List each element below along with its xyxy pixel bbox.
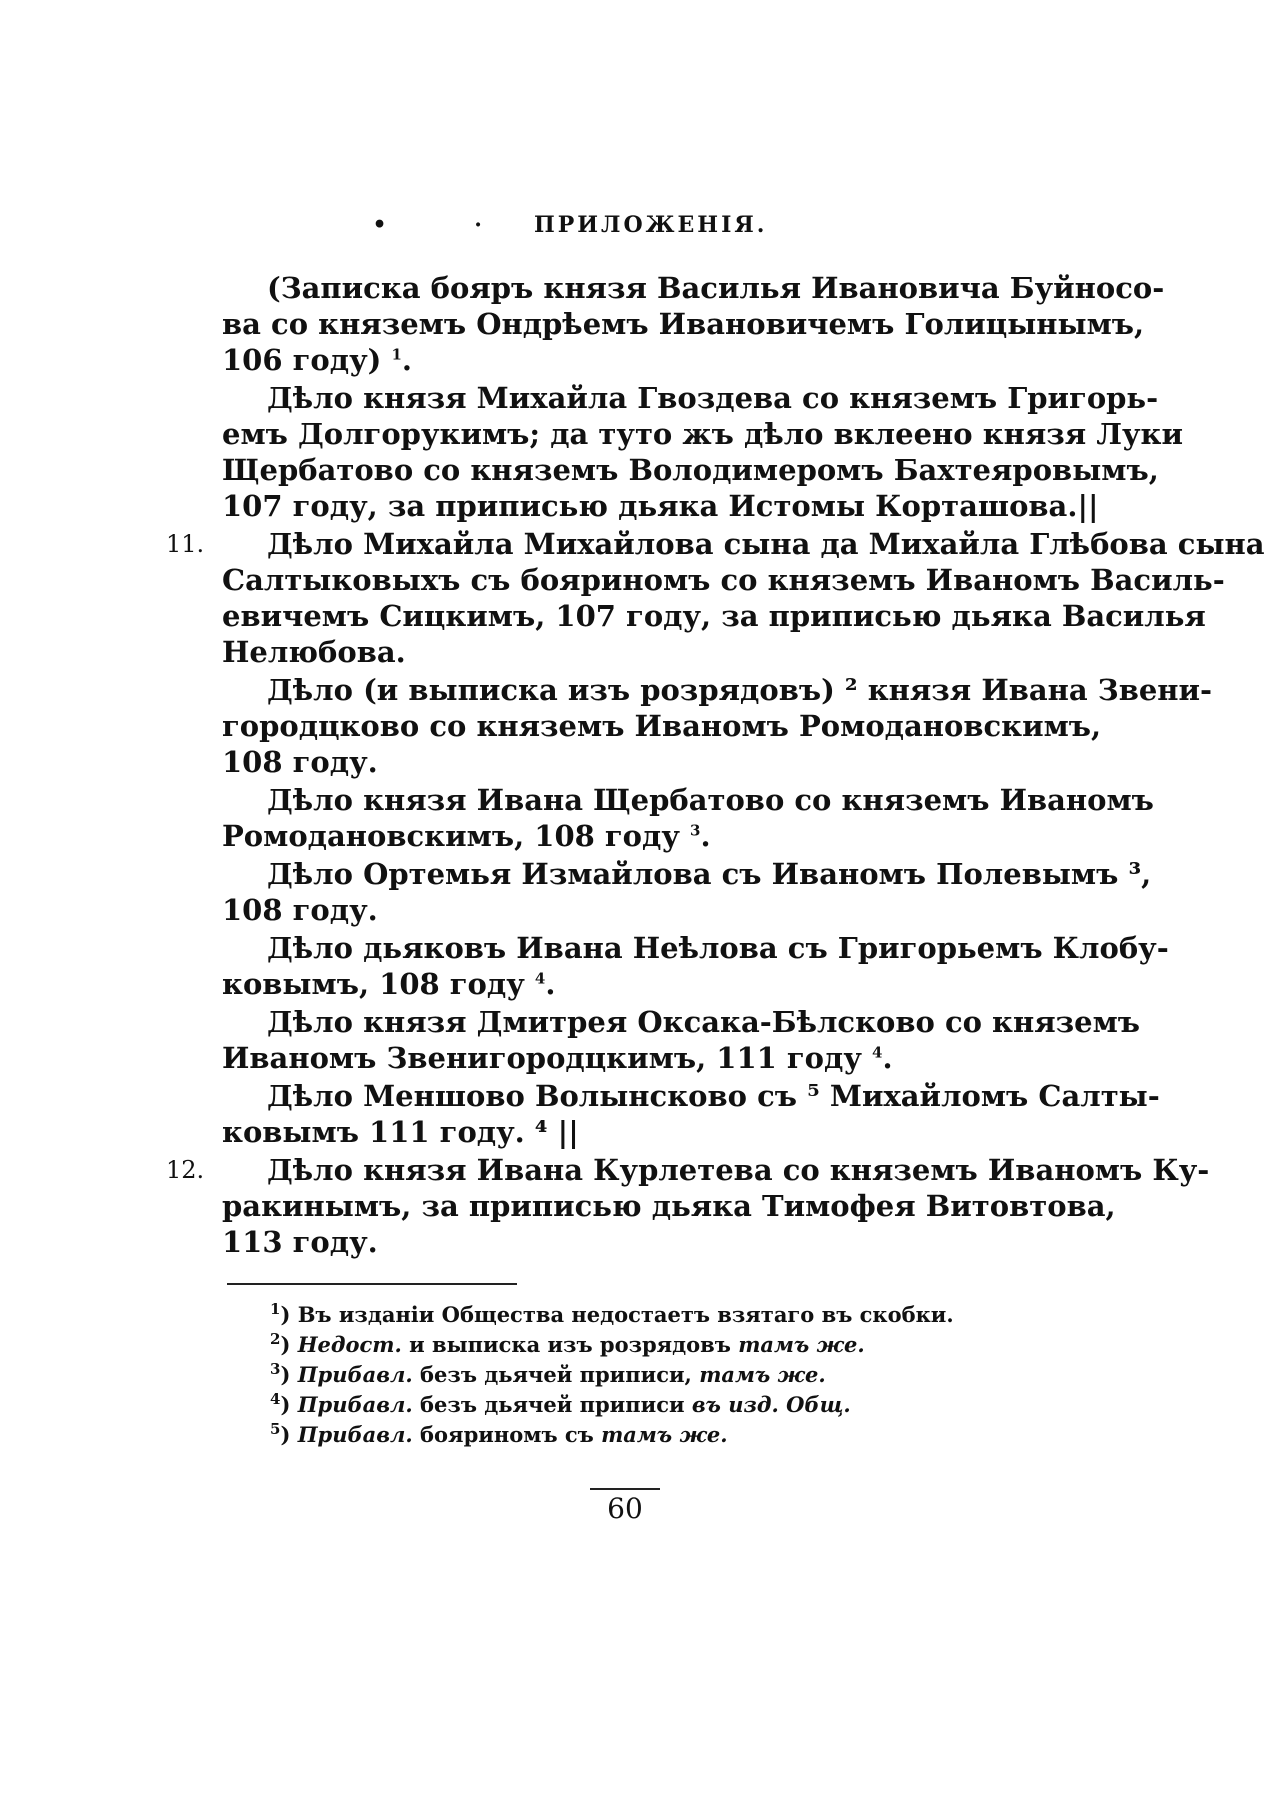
line-text: евичемъ Сицкимъ, 107 году, за приписью дьяка Василья bbox=[222, 599, 1206, 633]
line-text: Дѣло Меншово Волынсково съ ⁵ Михайломъ Салты- bbox=[267, 1079, 1160, 1113]
footnote: $^5$) Прибавл. бояриномъ съ тамъ же. bbox=[270, 1420, 728, 1447]
footnote-ref: 4 bbox=[534, 969, 546, 988]
paragraph bbox=[222, 1078, 1160, 1150]
text-line bbox=[222, 856, 1152, 892]
text-line bbox=[222, 708, 1102, 744]
margin-folio-number: 12. bbox=[166, 1156, 205, 1184]
header-dots: • · bbox=[372, 212, 522, 238]
line-text: 108 году. bbox=[222, 745, 378, 779]
line-text: городцково со княземъ Иваномъ Ромодановскимъ, bbox=[222, 709, 1102, 743]
text-line bbox=[222, 930, 1169, 966]
footnote-number: 2 bbox=[270, 1330, 281, 1348]
line-text: Дѣло Ортемья Измайлова съ Иваномъ Полевымъ ³, bbox=[267, 857, 1152, 891]
footnote-number: 1 bbox=[270, 1300, 281, 1318]
line-text: Дѣло князя Ивана Курлетева со княземъ Иваномъ Ку- bbox=[267, 1153, 1210, 1187]
footnote-text: въ изд. Общ. bbox=[691, 1392, 851, 1417]
line-text: (Записка бояръ князя Василья Ивановича Буйносо- bbox=[267, 271, 1165, 305]
footnote-text: тамъ же. bbox=[699, 1362, 826, 1387]
footnote: $^4$) Прибавл. безъ дьячей приписи въ изд. Общ. bbox=[270, 1390, 851, 1417]
text-line bbox=[222, 270, 1165, 306]
text-line bbox=[222, 1152, 1210, 1188]
text-line bbox=[222, 672, 1213, 708]
line-text: Дѣло Михайла Михайлова сына да Михайла Глѣбова сына bbox=[267, 527, 1265, 561]
text-line bbox=[222, 1224, 1022, 1260]
text-line bbox=[222, 634, 1022, 670]
paragraph bbox=[222, 930, 1169, 1002]
text-line bbox=[222, 598, 1206, 634]
footnote-text: Въ изданіи Общества недостаетъ взятаго въ скобки. bbox=[297, 1302, 954, 1327]
line-text: ковымъ, 108 году bbox=[222, 967, 525, 1001]
line-text: Щербатово со княземъ Володимеромъ Бахтеяровымъ, bbox=[222, 453, 1159, 487]
footnote: $^2$) Недост. и выписка изъ розрядовъ тамъ же. bbox=[270, 1330, 865, 1357]
paragraph bbox=[222, 270, 1165, 378]
paragraph bbox=[222, 672, 1213, 780]
text-line bbox=[222, 744, 1022, 780]
footnote-text: Прибавл. bbox=[297, 1392, 413, 1417]
paragraph bbox=[166, 526, 1265, 670]
line-text: Дѣло (и выписка изъ розрядовъ) ² князя Ивана Звени- bbox=[267, 673, 1213, 707]
footnote-ref: 4 bbox=[872, 1043, 883, 1062]
paragraph bbox=[166, 1152, 1210, 1260]
line-text: Салтыковыхъ съ бояриномъ со княземъ Иваномъ Василь- bbox=[222, 563, 1225, 597]
line-text: 107 году, за приписью дьяка Истомы Корташова.|| bbox=[222, 489, 1099, 523]
paragraph bbox=[222, 380, 1183, 524]
line-tail: . bbox=[882, 1041, 893, 1075]
line-text: 113 году. bbox=[222, 1225, 378, 1259]
line-text: Дѣло князя Михайла Гвоздева со княземъ Григорь- bbox=[267, 381, 1159, 415]
paragraph bbox=[222, 782, 1154, 854]
text-line bbox=[222, 782, 1154, 818]
line-text: Дѣло дьяковъ Ивана Неѣлова съ Григорьемъ Клобу- bbox=[267, 931, 1169, 965]
line-text: Иваномъ Звенигородцкимъ, 111 году bbox=[222, 1041, 862, 1075]
footnote-text: безъ дьячей приписи bbox=[412, 1392, 692, 1417]
footnote-ref: 1 bbox=[391, 345, 402, 364]
text-line bbox=[222, 452, 1159, 488]
header-title: ПРИЛОЖЕНІЯ. bbox=[533, 212, 768, 238]
text-line bbox=[222, 1078, 1160, 1114]
footnote-text: бояриномъ съ bbox=[412, 1422, 602, 1447]
footnotes bbox=[270, 1300, 970, 1450]
footnote-ref: 3 bbox=[690, 821, 701, 840]
text-line bbox=[222, 966, 1022, 1002]
footnote-text: Прибавл. bbox=[297, 1422, 413, 1447]
text-line bbox=[222, 526, 1265, 562]
margin-folio-number: 11. bbox=[166, 530, 205, 558]
line-text: Дѣло князя Дмитрея Оксака-Бѣлсково со княземъ bbox=[267, 1005, 1141, 1039]
footnote-text: Недост. bbox=[297, 1332, 402, 1357]
line-tail: . bbox=[401, 343, 413, 377]
page-number-rule bbox=[590, 1488, 660, 1490]
text-line bbox=[222, 342, 1022, 378]
text-line bbox=[222, 1188, 1116, 1224]
footnote-text: Прибавл. bbox=[297, 1362, 413, 1387]
line-text: ковымъ 111 году. ⁴ || bbox=[222, 1115, 579, 1149]
footnote-text: безъ дьячей приписи, bbox=[412, 1362, 700, 1387]
text-line bbox=[222, 892, 1022, 928]
text-line bbox=[222, 488, 1099, 524]
footnote-text: тамъ же. bbox=[601, 1422, 728, 1447]
text-line bbox=[222, 306, 1145, 342]
paragraph bbox=[222, 856, 1152, 928]
text-line bbox=[222, 818, 1022, 854]
text-line bbox=[222, 380, 1159, 416]
line-text: 106 году) bbox=[222, 343, 382, 377]
line-tail: . bbox=[545, 967, 556, 1001]
footnote-number: 5 bbox=[270, 1420, 281, 1438]
text-line bbox=[222, 1040, 1022, 1076]
line-text: ва со княземъ Ондрѣемъ Ивановичемъ Голицынымъ, bbox=[222, 307, 1145, 341]
line-tail: . bbox=[700, 819, 711, 853]
page-number: 60 bbox=[607, 1492, 643, 1525]
paragraph bbox=[222, 1004, 1141, 1076]
footnote-text: и выписка изъ розрядовъ bbox=[401, 1332, 739, 1357]
text-line bbox=[222, 1004, 1141, 1040]
footnote: $^1$) Въ изданіи Общества недостаетъ взятаго въ скобки. bbox=[270, 1300, 954, 1327]
running-header bbox=[0, 212, 1140, 238]
footnote-rule bbox=[227, 1283, 517, 1285]
text-line bbox=[222, 562, 1225, 598]
footnote: $^3$) Прибавл. безъ дьячей приписи, тамъ же. bbox=[270, 1360, 826, 1387]
line-text: Дѣло князя Ивана Щербатово со княземъ Иваномъ bbox=[267, 783, 1154, 817]
footnote-number: 4 bbox=[270, 1390, 281, 1408]
line-text: Ромодановскимъ, 108 году bbox=[222, 819, 680, 853]
line-text: Нелюбова. bbox=[222, 635, 406, 669]
main-text bbox=[166, 270, 1265, 1262]
line-text: емъ Долгорукимъ; да туто жъ дѣло вклеено князя Луки bbox=[222, 417, 1183, 451]
text-line bbox=[222, 1114, 1022, 1150]
footnote-number: 3 bbox=[270, 1360, 281, 1378]
line-text: 108 году. bbox=[222, 893, 378, 927]
text-line bbox=[222, 416, 1183, 452]
line-text: ракинымъ, за приписью дьяка Тимофея Витовтова, bbox=[222, 1189, 1116, 1223]
footnote-text: тамъ же. bbox=[738, 1332, 865, 1357]
